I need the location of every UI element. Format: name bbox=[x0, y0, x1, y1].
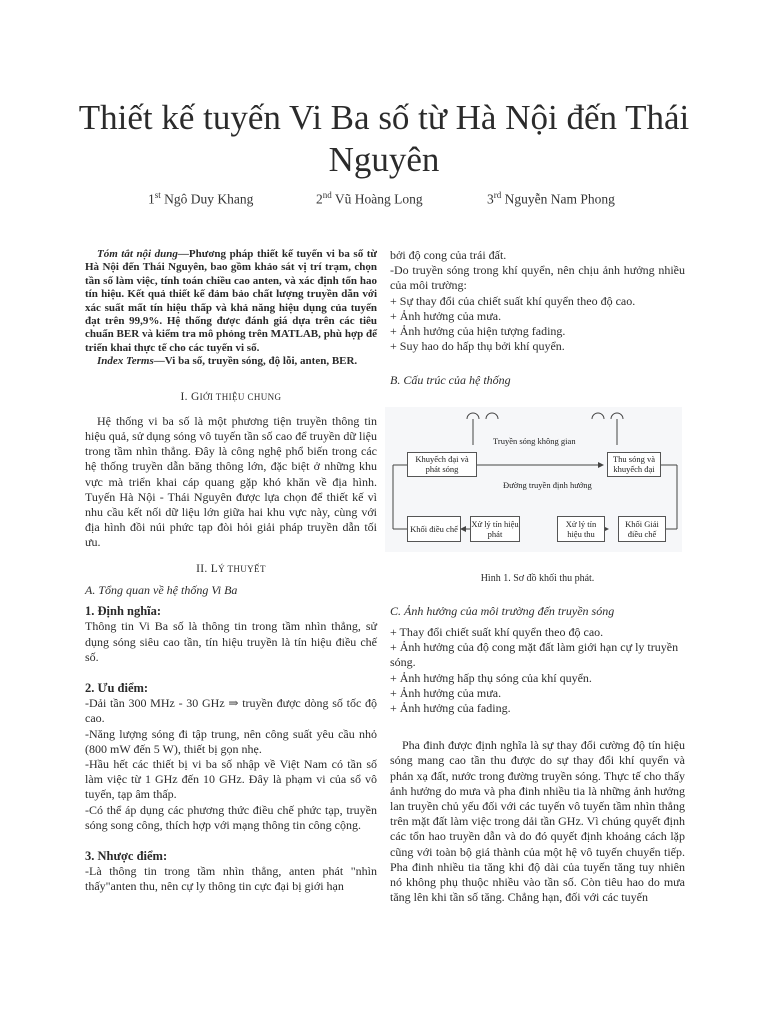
right-column bbox=[390, 248, 685, 905]
section-title-rest: Ý THUYẾT bbox=[218, 563, 266, 574]
space-propagation-label: Truyền sóng không gian bbox=[493, 435, 576, 446]
section-number: I. bbox=[180, 390, 192, 403]
advantages-heading: 2. Ưu điểm: bbox=[85, 680, 149, 695]
advantage-item: -Dải tần 300 MHz - 30 GHz ⇒ truyền được dòng số tốc độ cao. bbox=[85, 696, 377, 726]
section-heading-theory bbox=[85, 562, 377, 577]
section-number: II. bbox=[196, 562, 211, 575]
author-ordinal: 2 bbox=[316, 191, 323, 207]
environment-intro: -Do truyền sóng trong khí quyển, nên chịu ảnh hưởng nhiều của môi trường: bbox=[390, 263, 685, 293]
advantage-item: -Hầu hết các thiết bị vi ba số nhập về Việt Nam có tần số làm việc từ 1 GHz đến 10 GHz. Đây là phạm vi của sổ vô tuyến, tạp âm thấp. bbox=[85, 756, 377, 802]
author-name: Nguyễn Nam Phong bbox=[501, 191, 615, 207]
abstract bbox=[85, 248, 377, 355]
effect-item: + Thay đổi chiết suất khí quyển theo độ cao. bbox=[390, 625, 604, 640]
effect-item: + Ảnh hưởng của độ cong mặt đất làm giới hạn cự ly truyền sóng. bbox=[390, 640, 679, 670]
effect-item: + Ảnh hưởng của fading. bbox=[390, 701, 511, 716]
environment-item: + Ảnh hưởng của mưa. bbox=[390, 308, 502, 323]
fading-paragraph: Pha đinh được định nghĩa là sự thay đổi cường độ tín hiệu sóng mang cao tần thu được do sự thay đổi khí quyển và phản xạ đất, nước trong đường truyền sóng. Thực tế cho thấy ảnh hưởng do mưa và pha đinh nhiều tia là những ảnh hưởng lan truyền chủ yếu đối với các tuyến vô tuyến tầm nhìn thẳng trên mặt đất làm việc trong dải tần GHz. Vì chúng quyết định các tổn hao truyền dẫn và do đó quyết định khoảng cách lặp cũng với toàn bộ giá thành của một hệ vô tuyến chuyển tiếp. Pha đinh nhiều tia tăng khi độ dài của tuyến tăng tuy nhiên nó không phụ thuộc nhiều vào tần số. Còn tiêu hao do mưa tăng lên khi tần số tăng. Chẳng hạn, đối với các tuyến bbox=[390, 738, 685, 905]
section-initial: G bbox=[191, 390, 200, 403]
tx-processing-box: Xử lý tín hiệu phát bbox=[470, 516, 520, 542]
author-name: Ngô Duy Khang bbox=[160, 191, 254, 207]
definition-heading: 1. Định nghĩa: bbox=[85, 604, 162, 619]
author-name: Vũ Hoàng Long bbox=[331, 191, 423, 207]
demodulator-box: Khối Giải điều chế bbox=[618, 516, 666, 542]
advantage-item: -Có thể áp dụng các phương thức điều chế phức tạp, truyền sóng song công, thích hợp với mạng thông tin công cộng. bbox=[85, 802, 377, 832]
definition-text: Thông tin Vi Ba số là thông tin trong tầm nhìn thẳng, sử dụng sóng siêu cao tần, tín hiệu truyền là tín hiệu điều chế số. bbox=[85, 619, 377, 664]
environment-item: + Suy hao do hấp thụ bởi khí quyển. bbox=[390, 339, 565, 354]
figure-caption: Hình 1. Sơ đồ khối thu phát. bbox=[480, 572, 595, 584]
subsection-heading-environment: C. Ảnh hưởng của môi trường đến truyền sóng bbox=[390, 603, 615, 618]
guided-path-label: Đường truyền định hướng bbox=[503, 479, 592, 490]
author-ordinal-suffix: rd bbox=[493, 190, 502, 200]
modulator-box: Khối điều chế bbox=[407, 516, 461, 542]
author-ordinal-suffix: st bbox=[154, 190, 161, 200]
author-1 bbox=[148, 190, 253, 208]
disadvantage-text: -Là thông tin trong tầm nhìn thẳng, anten phát "nhìn thấy"anten thu, nên cự ly thông tin cực đại bị giới hạn bbox=[85, 864, 377, 894]
introduction-paragraph: Hệ thống vi ba số là một phương tiện truyền thông tin hiệu quả, sử dụng sóng vô tuyến tần số cao để truyền dữ liệu trong tầm nhìn thẳng. Đây là công nghệ phổ biến trong các hệ thống truyền dẫn băng thông lớn, đặc biệt ở những khu vực mà triển khai cáp quang gặp khó khăn về địa hình. Tuyến Hà Nội - Thái Nguyên được lựa chọn để thiết kế vì nhu cầu kết nối dữ liệu lớn giữa hai khu vực này, cùng với địa hình đồi núi phức tạp đòi hỏi giải pháp truyền dẫn tối ưu. bbox=[85, 413, 377, 550]
subsection-heading-structure: B. Cấu trúc của hệ thống bbox=[390, 373, 511, 388]
paper-title: Thiết kế tuyến Vi Ba số từ Hà Nội đến Thái Nguyên bbox=[78, 98, 690, 179]
author-ordinal: 3 bbox=[487, 191, 494, 207]
continued-text: bởi độ cong của trái đất. bbox=[390, 248, 507, 262]
author-2 bbox=[316, 190, 423, 208]
author-ordinal-suffix: nd bbox=[322, 190, 332, 200]
index-terms-text: —Vi ba số, truyền sóng, độ lỗi, anten, BER. bbox=[153, 355, 358, 368]
advantage-item: -Năng lượng sóng đi tập trung, nên công suất yêu cầu nhỏ (800 mW đến 5 W), thiết bị gọn nhẹ. bbox=[85, 726, 377, 756]
left-column bbox=[85, 248, 377, 895]
section-initial: L bbox=[210, 562, 219, 575]
abstract-label: Tóm tắt nội dung bbox=[97, 248, 178, 260]
block-diagram bbox=[385, 407, 682, 552]
tx-amplifier-box: Khuyếch đại và phát sóng bbox=[407, 452, 477, 477]
disadvantages-heading: 3. Nhược điểm: bbox=[85, 848, 168, 863]
rx-processing-box: Xử lý tín hiệu thu bbox=[557, 516, 605, 542]
index-terms-label: Index Terms bbox=[97, 355, 154, 368]
effect-item: + Ảnh hưởng hấp thụ sóng của khí quyển. bbox=[390, 670, 592, 685]
environment-item: + Ảnh hưởng của hiện tượng fading. bbox=[390, 324, 566, 339]
effect-item: + Ảnh hưởng của mưa. bbox=[390, 685, 502, 700]
author-ordinal: 1 bbox=[148, 191, 155, 207]
rx-amplifier-box: Thu sóng và khuyếch đại bbox=[607, 452, 661, 477]
section-title-rest: IỚI THIỆU CHUNG bbox=[199, 391, 282, 402]
subsection-heading-overview: A. Tổng quan về hệ thống Vi Ba bbox=[85, 582, 238, 597]
abstract-text: —Phương pháp thiết kế tuyến vi ba số từ Hà Nội đến Thái Nguyên, bao gồm khảo sát vị trí trạm, chọn tần số làm việc, tính toán chiều cao anten, và xác định tổn hao tín hiệu. Kết quả thiết kế đảm bảo chất lượng truyền dẫn với xác suất mất tín hiệu thấp và khả năng hiệu dụng của tuyến đạt trên 99,9%. Hệ thống được đánh giá dựa trên các tiêu chuẩn BER và kiểm tra mô phỏng trên MATLAB, phù hợp để triển khai thực tế cho các tuyến vi số. bbox=[85, 248, 377, 354]
environment-item: + Sự thay đổi của chiết suất khí quyển theo độ cao. bbox=[390, 293, 636, 308]
author-3 bbox=[487, 190, 615, 208]
index-terms bbox=[85, 355, 377, 368]
section-heading-introduction bbox=[85, 390, 377, 405]
